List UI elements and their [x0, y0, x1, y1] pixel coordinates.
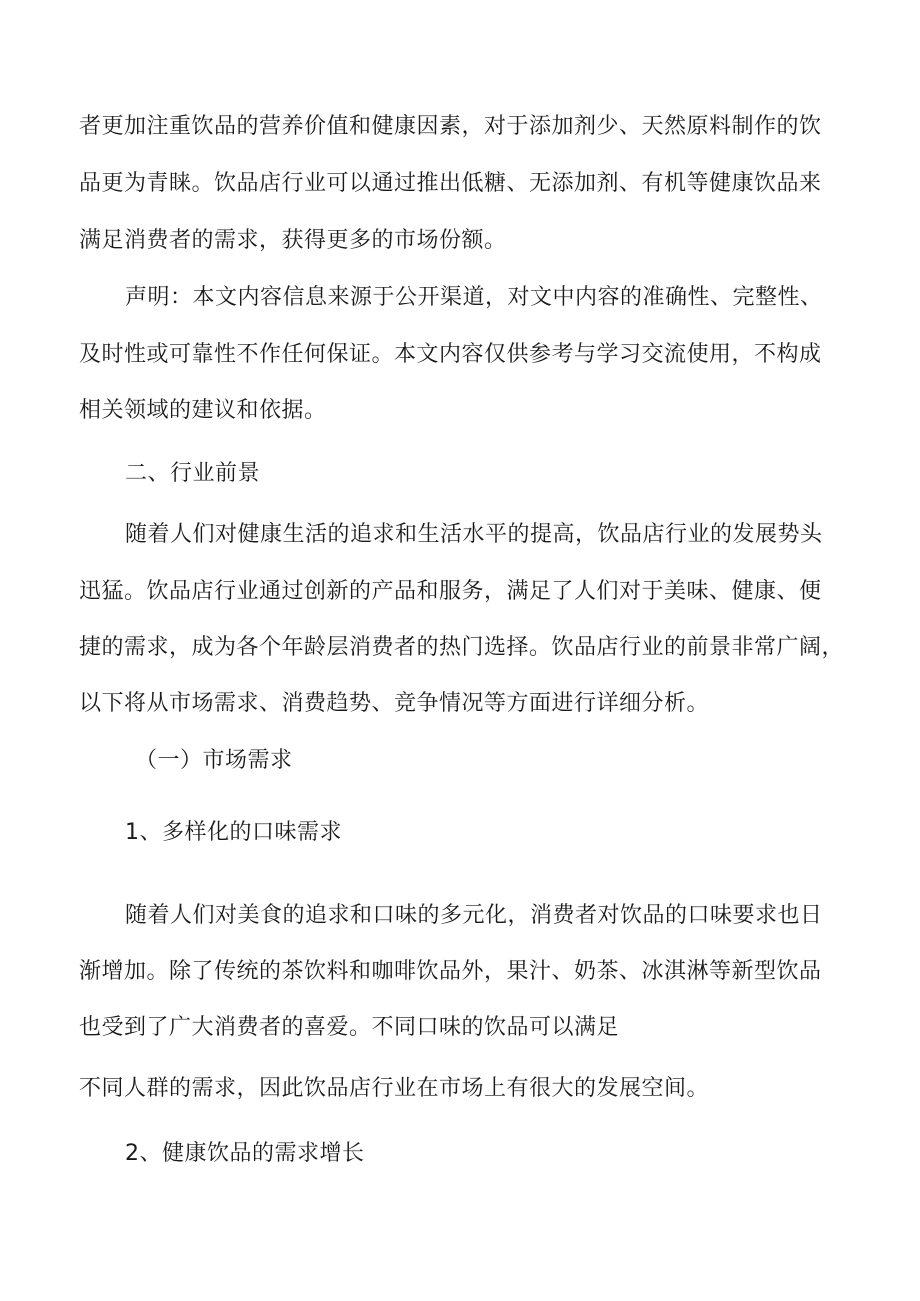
disclaimer-line-1: 声明：本文内容信息来源于公开渠道，对文中内容的准确性、完整性、 — [125, 285, 823, 310]
paragraph-2-line-4: 以下将从市场需求、消费趋势、竞争情况等方面进行详细分析。 — [79, 691, 710, 716]
paragraph-2-line-2: 迅猛。饮品店行业通过创新的产品和服务，满足了人们对于美味、健康、便 — [79, 579, 822, 604]
section-heading-industry-outlook: 二、行业前景 — [125, 461, 261, 486]
paragraph-3-line-4: 不同人群的需求，因此饮品店行业在市场上有很大的发展空间。 — [79, 1076, 710, 1101]
paragraph-2-line-3: 捷的需求，成为各个年龄层消费者的热门选择。饮品店行业的前景非常广阔， — [79, 635, 845, 660]
paragraph-3-line-2: 渐增加。除了传统的茶饮料和咖啡饮品外，果汁、奶茶、冰淇淋等新型饮品 — [79, 959, 822, 984]
subsection-heading-market-demand: （一）市场需求 — [135, 748, 293, 773]
disclaimer-line-3: 相关领域的建议和依据。 — [79, 398, 327, 423]
item-heading-1: 1、多样化的口味需求 — [125, 820, 342, 845]
paragraph-2-line-1: 随着人们对健康生活的追求和生活水平的提高，饮品店行业的发展势头 — [125, 522, 823, 547]
paragraph-3-line-1: 随着人们对美食的追求和口味的多元化，消费者对饮品的口味要求也日 — [125, 903, 823, 928]
paragraph-3-line-3: 也受到了广大消费者的喜爱。不同口味的饮品可以满足 — [79, 1015, 620, 1040]
paragraph-1-line-2: 品更为青睐。饮品店行业可以通过推出低糖、无添加剂、有机等健康饮品来 — [79, 171, 822, 196]
item-heading-2: 2、健康饮品的需求增长 — [125, 1141, 365, 1166]
disclaimer-line-2: 及时性或可靠性不作任何保证。本文内容仅供参考与学习交流使用，不构成 — [79, 342, 822, 367]
paragraph-1-line-3: 满足消费者的需求，获得更多的市场份额。 — [79, 228, 507, 253]
paragraph-1-line-1: 者更加注重饮品的营养价值和健康因素，对于添加剂少、天然原料制作的饮 — [79, 114, 822, 139]
